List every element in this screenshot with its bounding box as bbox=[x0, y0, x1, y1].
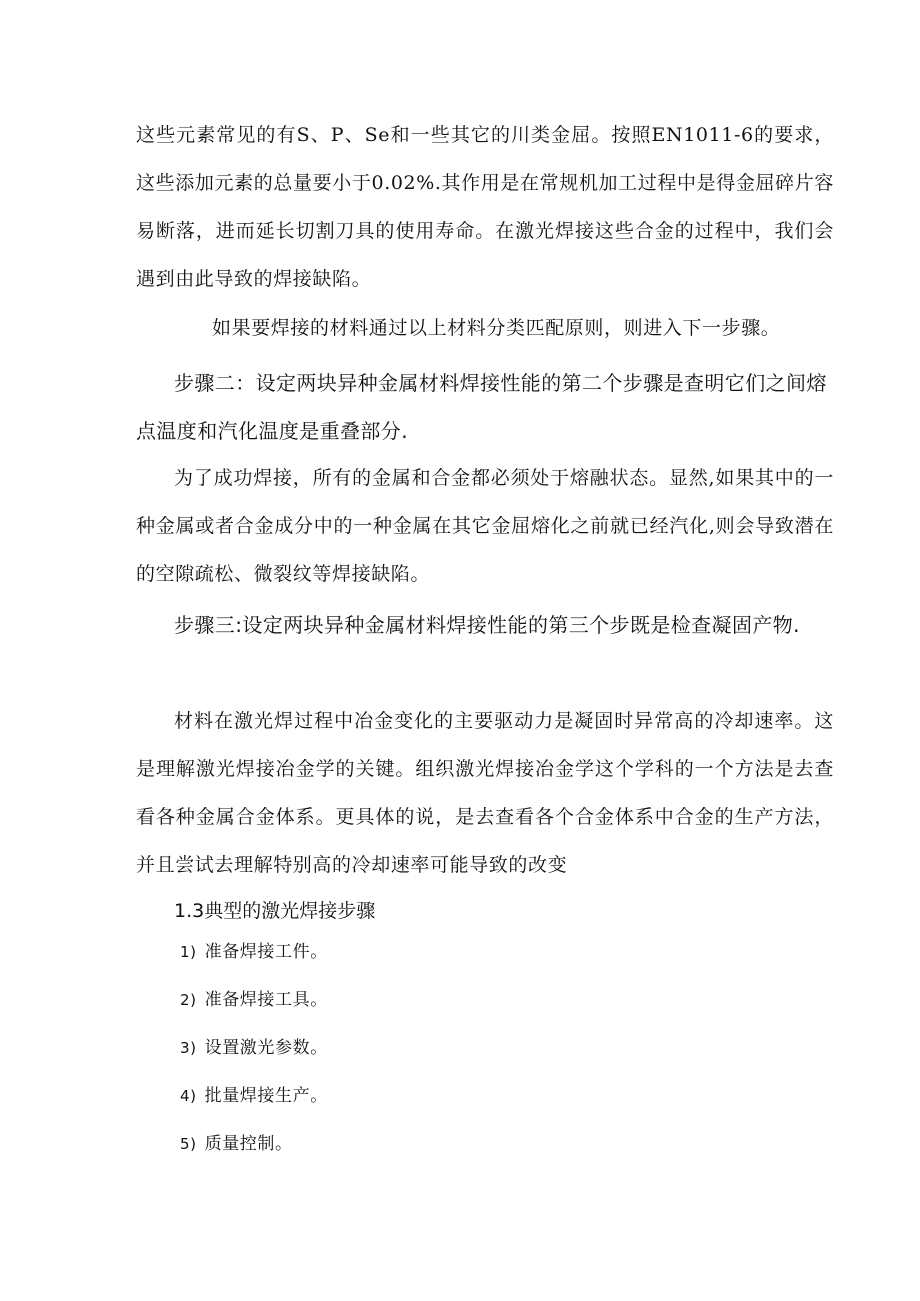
list-item bbox=[136, 1072, 834, 1120]
paragraph-next-step-block bbox=[136, 304, 834, 352]
section-title-block bbox=[136, 896, 834, 926]
paragraph-cooling-block bbox=[136, 697, 834, 889]
list-item-number: 1) bbox=[180, 943, 197, 961]
list-item-number: 4) bbox=[180, 1087, 197, 1105]
step-two-block bbox=[136, 359, 834, 455]
list-item bbox=[136, 928, 834, 976]
step-three-heading: 步骤三:设定两块异种金属材料焊接性能的第三个步既是检查凝固产物. bbox=[174, 613, 800, 637]
list-item-text: 准备焊接工具。 bbox=[204, 990, 328, 1010]
list-item bbox=[136, 1120, 834, 1168]
list-item-text: 质量控制。 bbox=[204, 1134, 293, 1154]
list-item bbox=[136, 1024, 834, 1072]
list-item bbox=[136, 976, 834, 1024]
steps-list-block bbox=[136, 928, 834, 1168]
section-title: 1.3典型的激光焊接步骤 bbox=[174, 900, 376, 922]
step-three-block bbox=[136, 601, 834, 649]
paragraph-next-step: 如果要焊接的材料通过以上材料分类匹配原则，则进入下一步骤。 bbox=[212, 317, 781, 339]
paragraph-melting-block bbox=[136, 454, 834, 598]
list-item-text: 设置激光参数。 bbox=[204, 1038, 328, 1058]
paragraph-melting: 为了成功焊接，所有的金属和合金都必须处于熔融状态。显然,如果其中的一种金属或者合金成分中的一种金属在其它金屈熔化之前就已经汽化,则会导致潜在的空隙疏松、微裂纹等焊接缺陷。 bbox=[136, 467, 834, 585]
list-item-number: 2) bbox=[180, 991, 197, 1009]
step-two-heading: 步骤二：设定两块异种金属材料焊接性能的第二个步骤是查明它们之间熔点温度和汽化温度是重叠部分. bbox=[136, 371, 827, 443]
paragraph-cooling: 材料在激光焊过程中冶金变化的主要驱动力是凝固时异常高的冷却速率。这是理解激光焊接冶金学的关键。组织激光焊接冶金学这个学科的一个方法是去查看各种金属合金体系。更具体的说，是去查看各个合金体系中合金的生产方法，并且尝试去理解特别高的冷却速率可能导致的改变 bbox=[136, 710, 834, 876]
steps-list bbox=[136, 928, 834, 1168]
paragraph-elements-block bbox=[136, 111, 834, 303]
list-item-text: 准备焊接工件。 bbox=[204, 942, 328, 962]
list-item-text: 批量焊接生产。 bbox=[204, 1086, 328, 1106]
paragraph-elements: 这些元素常见的有S、P、Se和一些其它的川类金屈。按照EN1011-6的要求，这些添加元素的总量要小于0.02%.其作用是在常规机加工过程中是得金屈碎片容易断落，进而延长切割刀具的使用寿命。在激光焊接这些合金的过程中，我们会遇到由此导致的焊接缺陷。 bbox=[136, 124, 834, 290]
list-item-number: 3) bbox=[180, 1039, 197, 1057]
list-item-number: 5) bbox=[180, 1135, 197, 1153]
